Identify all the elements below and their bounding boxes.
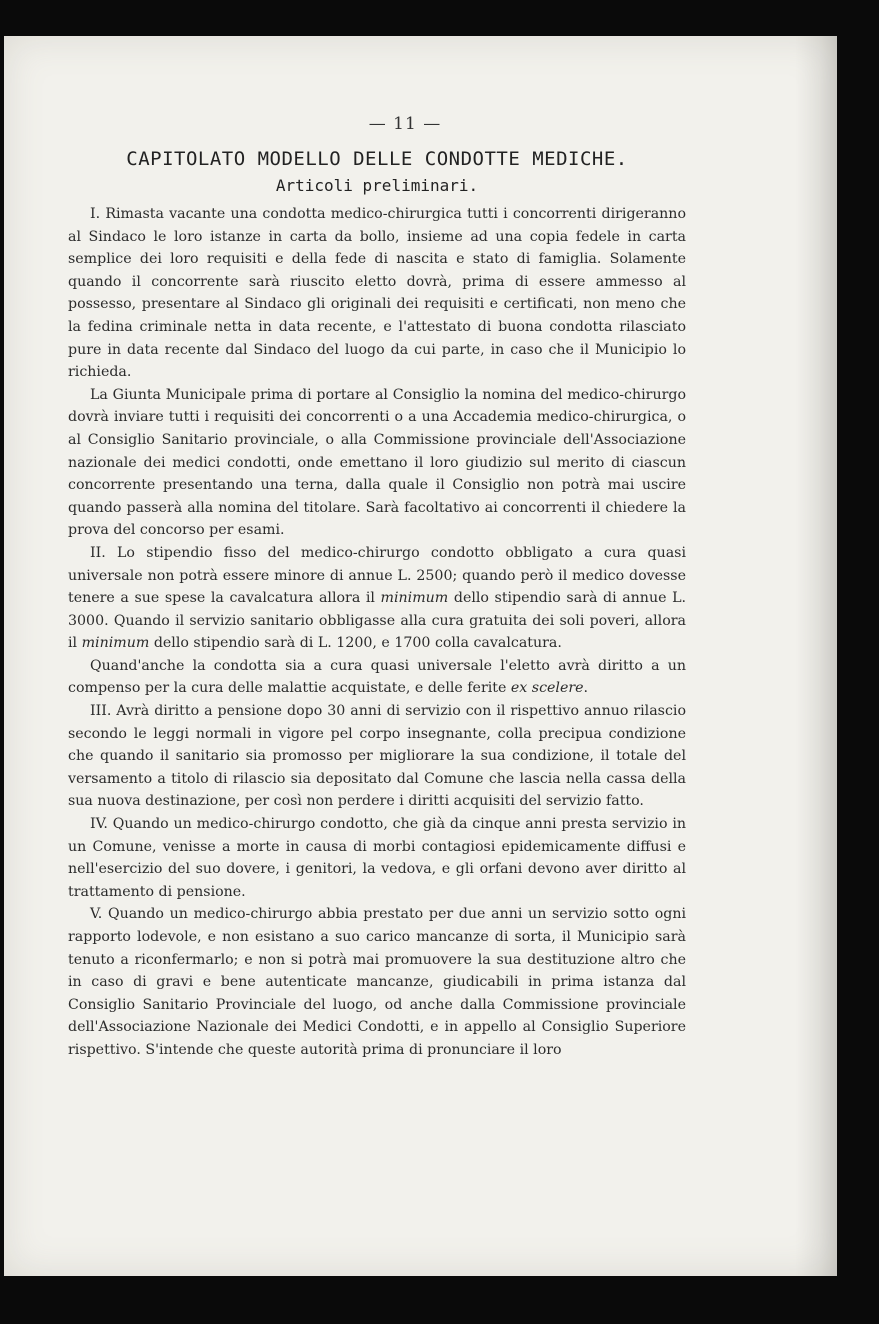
text-run: . (583, 680, 589, 697)
article-4-paragraph: IV. Quando un medico-chirurgo condotto, che già da cinque anni presta servizio in un Comune, venisse a morte in causa di morbi contagiosi epidemicamente diffusi e nell'esercizio del suo dovere, i genitori, la vedova, e gli orfani devono aver diritto al trattamento di pensione. (68, 816, 686, 900)
page-fold-shadow (795, 36, 837, 1276)
italic-term: ex scelere (510, 680, 584, 697)
text-run: dello stipendio sarà di annue L. 3000. Quando il servizio sanitario obbligasse alla cura gratuita dei soli poveri, allora il (68, 590, 687, 652)
giunta-paragraph: La Giunta Municipale prima di portare al Consiglio la nomina del medico-chirurgo dovrà inviare tutti i requisiti dei concorrenti o a una Accademia medico-chirurgica, o al Consiglio Sanitario provinciale, o alla Commissione provinciale dell'Associazione nazionale dei medici condotti, onde emettano il loro giudizio sul merito di ciascun concorrente presentando una terna, dalla quale il Consiglio non potrà mai uscire quando passerà alla nomina del titolare. Sarà facoltativo ai concorrenti il chiedere la prova del concorso per esami. (68, 386, 686, 539)
italic-term: minimum (380, 590, 449, 607)
text-run: II. Lo stipendio fisso del medico-chirurgo condotto obbligato a cura quasi universale non potrà essere minore di annue L. 2500; quando però il medico dovesse tenere a sue spese la cavalcatura allora il (68, 544, 686, 607)
scanned-page (4, 36, 837, 1276)
page-content (68, 114, 686, 1062)
page-number: — 11 — (368, 114, 442, 134)
compenso-paragraph (68, 655, 686, 700)
text-run: Quand'anche la condotta sia a cura quasi universale l'eletto avrà diritto a un compenso per la cura delle malattie acquistate, e delle ferite (68, 657, 686, 697)
article-5-paragraph: V. Quando un medico-chirurgo abbia prestato per due anni un servizio sotto ogni rapporto lodevole, e non esistano a suo carico mancanze di sorta, il Municipio sarà tenuto a riconfermarlo; e non si potrà mai promuovere la sua destituzione altro che in caso di gravi e bene autenticate mancanze, giudicabili in prima istanza dal Consiglio Sanitario Provinciale del luogo, od anche dalla Commissione provinciale dell'Associazione Nazionale dei Medici Condotti, e in appello al Consiglio Superiore rispettivo. S'intende che queste autorità prima di pronunciare il loro (68, 906, 686, 1058)
article-2-paragraph (68, 542, 686, 655)
article-1-paragraph: I. Rimasta vacante una condotta medico-chirurgica tutti i concorrenti dirigeranno al Sindaco le loro istanze in carta da bollo, insieme ad una copia fedele in carta semplice dei loro requisiti e della fede di nascita e stato di famiglia. Solamente quando il concorrente sarà riuscito eletto dovrà, prima di essere ammesso al possesso, presentare al Sindaco gli originali dei requisiti e certificati, non meno che la fedina criminale netta in data recente, e l'attestato di buona condotta rilasciato pure in data recente dal Sindaco del luogo da cui parte, in caso che il Municipio lo richieda. (68, 206, 686, 381)
italic-term: minimum (81, 635, 150, 652)
document-title: CAPITOLATO MODELLO DELLE CONDOTTE MEDICHE. (126, 148, 628, 170)
article-3-paragraph: III. Avrà diritto a pensione dopo 30 anni di servizio con il rispettivo annuo rilascio secondo le leggi normali in vigore pel corpo insegnante, colla precipua condizione che quando il sanitario sia promosso per migliorare la sua condizione, il totale del versamento a titolo di rilascio sia depositato dal Comune che lascia nella cassa della sua nuova destinazione, per così non perdere i diritti acquisiti del servizio fatto. (68, 703, 686, 810)
section-subtitle: Articoli preliminari. (275, 176, 479, 195)
text-run: dello stipendio sarà di L. 1200, e 1700 colla cavalcatura. (149, 635, 562, 652)
